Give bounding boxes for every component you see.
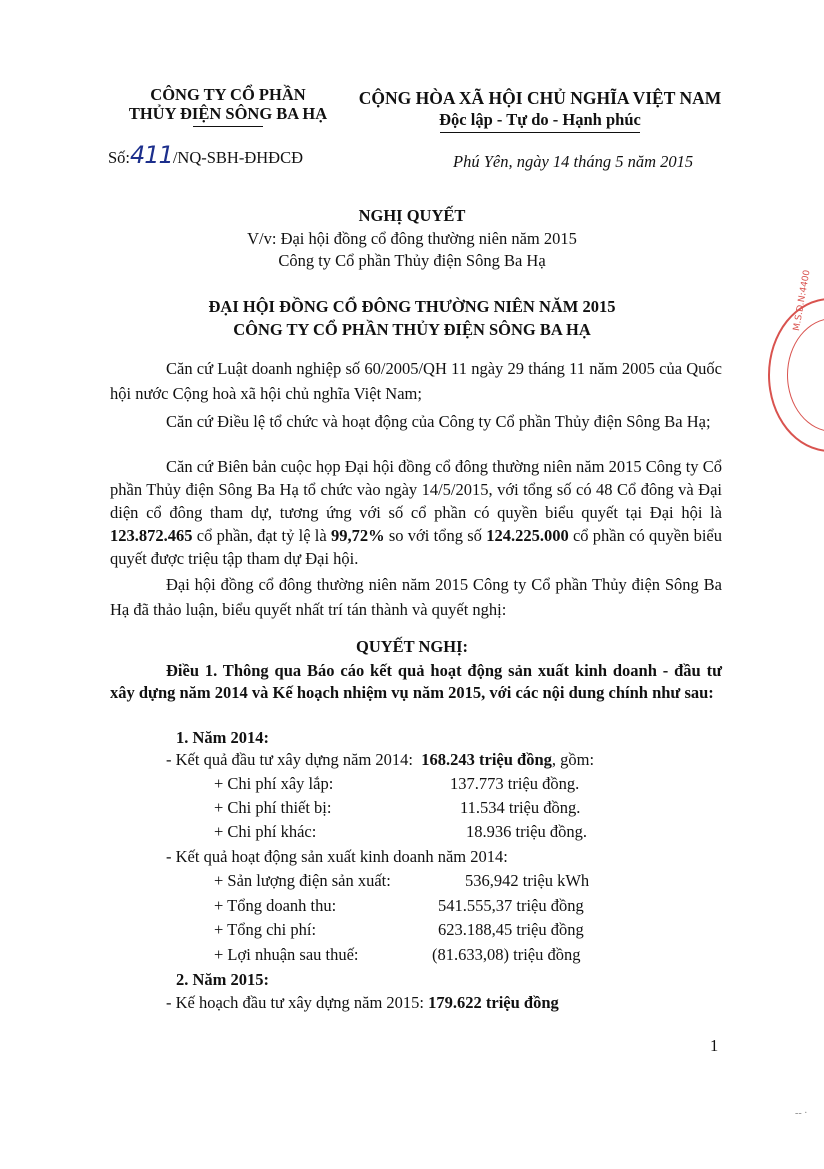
business-item-label: + Sản lượng điện sản xuất: (214, 871, 391, 890)
stamp-outer-ring (768, 298, 824, 452)
country-name: CỘNG HÒA XÃ HỘI CHỦ NGHĨA VIỆT NAM (358, 88, 722, 108)
total-voting-shares: 124.225.000 (486, 526, 569, 545)
investment-plan-total: 179.622 triệu đồng (428, 993, 559, 1012)
investment-total: 168.243 triệu đồng (421, 750, 552, 769)
business-item-value: 541.555,37 triệu đồng (438, 896, 584, 915)
preamble-paragraph-1: Căn cứ Luật doanh nghiệp số 60/2005/QH 11 ngày 29 tháng 11 năm 2005 của Quốc hội nước Cộng hoà xã hội chủ nghĩa Việt Nam; (110, 359, 722, 403)
business-item-label: + Tổng chi phí: (214, 920, 317, 939)
invest-item-value: 11.534 triệu đồng. (460, 798, 581, 817)
invest-item-label: + Chi phí khác: (214, 822, 317, 841)
company-name-line2: THỦY ĐIỆN SÔNG BA HẠ (118, 104, 338, 127)
preamble-paragraph-2: Căn cứ Điều lệ tổ chức và hoạt động của Công ty Cổ phần Thủy điện Sông Ba Hạ; (166, 412, 711, 431)
business-item-value: 536,942 triệu kWh (465, 871, 590, 890)
invest-item-label: + Chi phí xây lắp: (214, 774, 334, 793)
company-name-line1: CÔNG TY CỔ PHẦN (150, 85, 306, 104)
resolution-heading: QUYẾT NGHỊ: (355, 637, 468, 656)
business-item-label: + Lợi nhuận sau thuế: (214, 945, 359, 964)
voting-shares-present: 123.872.465 (110, 526, 193, 545)
year-2014-heading: 1. Năm 2014: (176, 728, 270, 747)
page-number: 1 (710, 1036, 719, 1055)
invest-item-value: 18.936 triệu đồng. (466, 822, 587, 841)
place-date: Phú Yên, ngày 14 tháng 5 năm 2015 (453, 152, 694, 171)
year-2015-heading: 2. Năm 2015: (176, 970, 270, 989)
invest-item-value: 137.773 triệu đồng. (450, 774, 580, 793)
handwritten-number: 411 (130, 141, 173, 169)
document-title: NGHỊ QUYẾT (358, 206, 466, 225)
scan-mark: -- · (795, 1108, 808, 1119)
country-motto: Độc lập - Tự do - Hạnh phúc (340, 110, 740, 133)
business-result: - Kết quả hoạt động sản xuất kinh doanh năm 2014: (166, 847, 508, 866)
investment-result: - Kết quả đầu tư xây dựng năm 2014: 168.243 triệu đồng, gồm: (166, 750, 595, 769)
stamp-inner-ring (787, 318, 824, 432)
business-item-value: 623.188,45 triệu đồng (438, 920, 584, 939)
article-1: Điều 1. Thông qua Báo cáo kết quả hoạt động sản xuất kinh doanh - đầu tư xây dựng năm 2014 và Kế hoạch nhiệm vụ năm 2015, với các nội dung chính như sau: (110, 661, 722, 702)
document-number: Số:411/NQ-SBH-ĐHĐCĐ (108, 141, 303, 169)
business-item-value: (81.633,08) triệu đồng (432, 945, 581, 964)
document-subject-line2: Công ty Cổ phần Thủy điện Sông Ba Hạ (278, 251, 546, 270)
assembly-heading-line1: ĐẠI HỘI ĐỒNG CỔ ĐÔNG THƯỜNG NIÊN NĂM 2015 (208, 297, 616, 316)
attendance-ratio: 99,72% (330, 526, 385, 545)
invest-item-label: + Chi phí thiết bị: (214, 798, 332, 817)
preamble-paragraph-3: Căn cứ Biên bản cuộc họp Đại hội đồng cổ đông thường niên năm 2015 Công ty Cổ phần Thủy điện Sông Ba Hạ tổ chức vào ngày 14/5/2015, với tổng số có 48 Cổ đông và Đại diện cổ đông tham dự, tương ứng với số cổ phần có quyền biểu quyết tại Đại hội là 123.872.465 cổ phần, đạt tỷ lệ là 99,72% so với tổng số 124.225.000 cổ phần có quyền biểu quyết được triệu tập tham dự Đại hội. (110, 457, 722, 568)
investment-plan-2015: - Kế hoạch đầu tư xây dựng năm 2015: 179.622 triệu đồng (166, 993, 559, 1012)
preamble-paragraph-4: Đại hội đồng cổ đông thường niên năm 2015 Công ty Cổ phần Thủy điện Sông Ba Hạ đã thảo luận, biểu quyết nhất trí tán thành và quyết nghị: (110, 575, 722, 619)
assembly-heading-line2: CÔNG TY CỔ PHẦN THỦY ĐIỆN SÔNG BA HẠ (233, 320, 591, 339)
stamp-text: M.S.D.N:4400 (792, 269, 813, 332)
document-subject-line1: V/v: Đại hội đồng cổ đông thường niên năm 2015 (247, 229, 577, 248)
business-item-label: + Tổng doanh thu: (214, 896, 337, 915)
